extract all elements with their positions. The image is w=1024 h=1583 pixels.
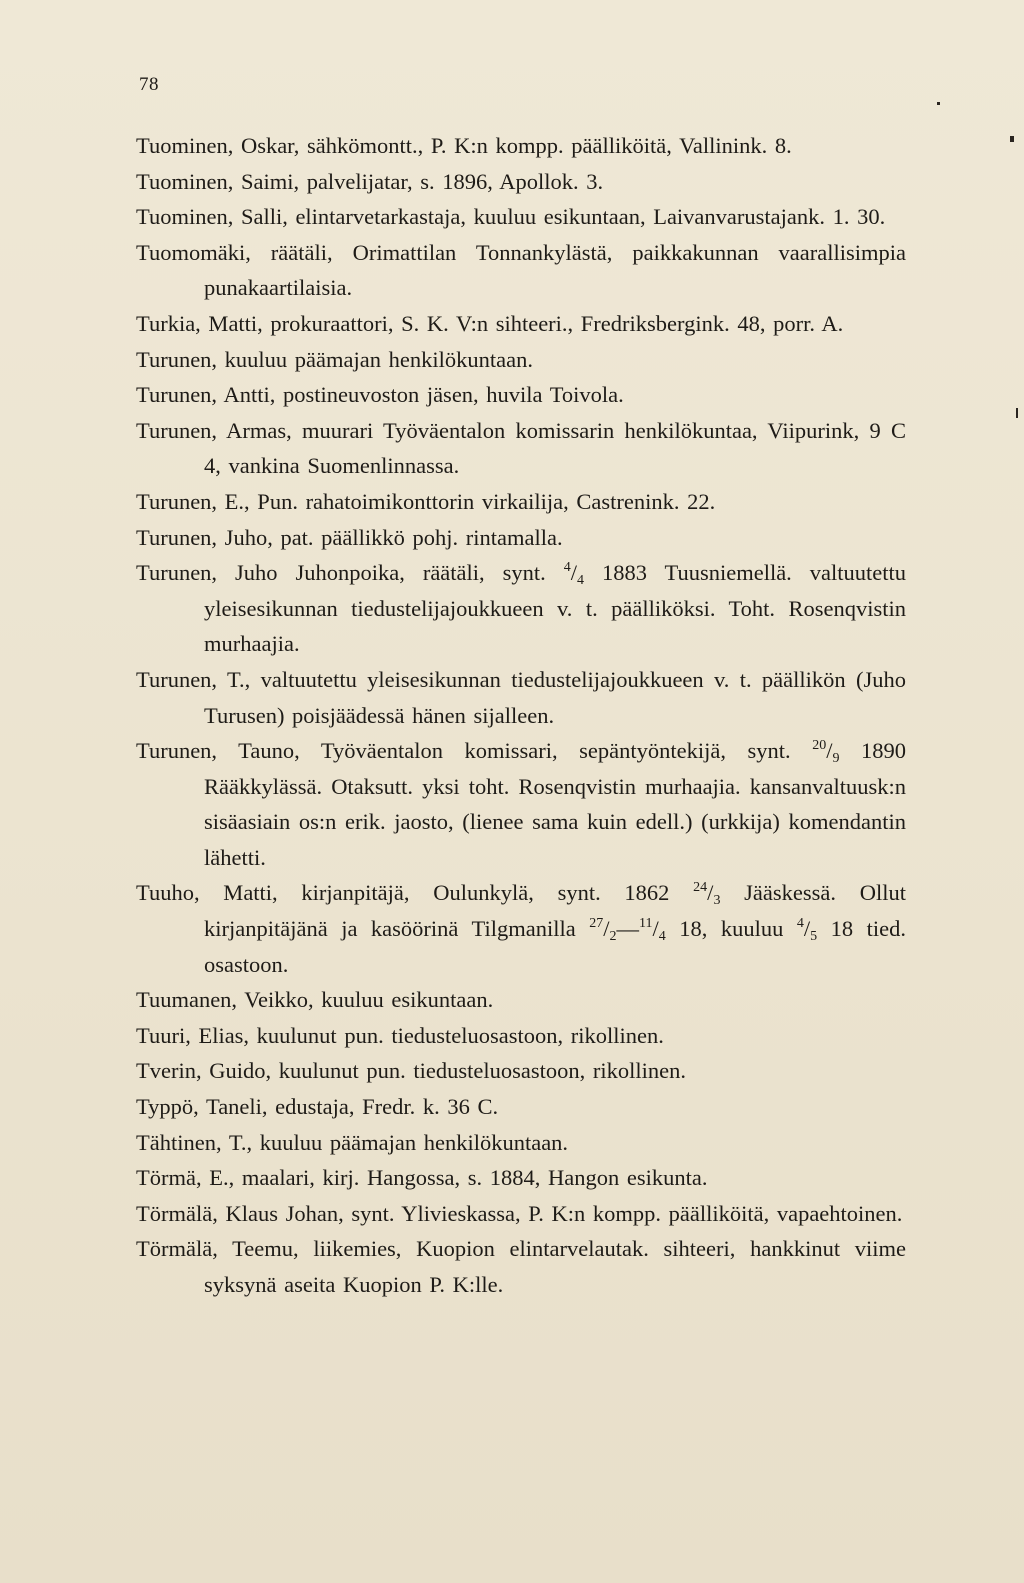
entry <box>136 377 906 413</box>
entry <box>136 235 906 306</box>
entry-text: Tuomomäki, räätäli, Orimattilan Tonnankylästä, paikkakunnan vaarallisimpia punakaartilaisia. <box>136 239 906 301</box>
entry-text: Tuominen, Salli, elintarvetarkastaja, kuuluu esikuntaan, Laivanvarustajank. 1. 30. <box>136 204 886 230</box>
fraction-numerator: 4 <box>796 916 804 932</box>
entry <box>136 1125 906 1161</box>
entry-text: Jääskessä. Ollut kirjanpitäjänä ja kasöörinä Tilgmanilla <box>204 880 906 942</box>
entry-list <box>136 128 906 1303</box>
fraction-numerator: 24 <box>693 880 708 896</box>
entry <box>136 520 906 556</box>
entry <box>136 128 906 164</box>
fraction-denominator: 9 <box>832 751 840 767</box>
fraction-denominator: 2 <box>609 929 617 945</box>
entry <box>136 1160 906 1196</box>
entry-text: — <box>616 916 639 942</box>
entry-text: Törmä, E., maalari, kirj. Hangossa, s. 1884, Hangon esikunta. <box>136 1165 708 1191</box>
entry-text: 1883 Tuusniemellä. valtuutettu yleisesikunnan tiedustelijajoukkueen v. t. päälliköksi. Toht. Rosenqvistin murhaajia. <box>204 560 906 657</box>
scan-speck <box>1010 136 1014 142</box>
fraction-numerator: 27 <box>589 916 604 932</box>
entry <box>136 484 906 520</box>
entry-text: Turunen, Antti, postineuvoston jäsen, huvila Toivola. <box>136 382 624 408</box>
entry <box>136 199 906 235</box>
entry <box>136 413 906 484</box>
fraction-denominator: 3 <box>713 893 721 909</box>
entry <box>136 1018 906 1054</box>
entry <box>136 1231 906 1302</box>
entry-text: Turunen, Armas, muurari Työväentalon komissarin henkilökuntaa, Viipurink, 9 C 4, vankina Suomenlinnassa. <box>136 417 906 479</box>
fraction-numerator: 4 <box>563 560 571 576</box>
entry <box>136 1053 906 1089</box>
entry-text: Tuumanen, Veikko, kuuluu esikuntaan. <box>136 987 494 1013</box>
entry <box>136 1196 906 1232</box>
entry-text: Tuominen, Saimi, palvelijatar, s. 1896, Apollok. 3. <box>136 168 604 194</box>
entry-text: Turkia, Matti, prokuraattori, S. K. V:n sihteeri., Fredriksbergink. 48, porr. A. <box>136 310 844 336</box>
entry <box>136 306 906 342</box>
entry <box>136 982 906 1018</box>
entry: Tuuho, Matti, kirjanpitäjä, Oulunkylä, synt. 1862 $^{24}/_3$ Jääskessä. Ollut kirjanpitäjänä ja kasöörinä Tilgmanilla $^{27}/_2—^{11}/_4$ 18, kuuluu $^4/_5$ 18 tied. osastoon. <box>136 880 906 977</box>
fraction-numerator: 11 <box>638 916 653 932</box>
fraction-denominator: 4 <box>658 929 666 945</box>
entry-text: Törmälä, Klaus Johan, synt. Ylivieskassa, P. K:n kompp. päälliköitä, vapaehtoinen. <box>136 1200 903 1226</box>
entry-text: Tuominen, Oskar, sähkömontt., P. K:n kompp. päälliköitä, Vallinink. 8. <box>136 133 792 158</box>
entry <box>136 1089 906 1125</box>
entry-text: Turunen, T., valtuutettu yleisesikunnan tiedustelijajoukkueen v. t. päällikön (Juho Turusen) poisjäädessä hänen sijalleen. <box>136 666 906 728</box>
entry-text: Tverin, Guido, kuulunut pun. tiedusteluosastoon, rikollinen. <box>136 1058 686 1084</box>
entry-text: Törmälä, Teemu, liikemies, Kuopion elintarvelautak. sihteeri, hankkinut viime syksynä aseita Kuopion P. K:lle. <box>136 1236 906 1297</box>
entry-text: Turunen, Juho Juhonpoika, räätäli, synt. <box>136 560 564 586</box>
entry-text: Turunen, Tauno, Työväentalon komissari, sepäntyöntekijä, synt. <box>136 738 813 764</box>
scan-speck <box>937 102 940 105</box>
entry <box>136 342 906 378</box>
fraction-denominator: 4 <box>576 573 584 589</box>
entry-text: Tuuho, Matti, kirjanpitäjä, Oulunkylä, synt. 1862 <box>136 880 694 906</box>
entry-text: Turunen, E., Pun. rahatoimikonttorin virkailija, Castrenink. 22. <box>136 488 716 514</box>
scan-speck <box>1016 408 1018 418</box>
entry-text: Typpö, Taneli, edustaja, Fredr. k. 36 C. <box>136 1094 499 1120</box>
entry-text: Turunen, Juho, pat. päällikkö pohj. rintamalla. <box>136 524 563 550</box>
entry-text: Turunen, kuuluu päämajan henkilökuntaan. <box>136 346 533 372</box>
entry: Turunen, Tauno, Työväentalon komissari, sepäntyöntekijä, synt. $^{20}/_9$ 1890 Rääkkylässä. Otaksutt. yksi toht. Rosenqvistin murhaajia. kansanvaltuusk:n sisäasiain os:n erik. jaosto, (lienee sama kuin edell.) (urkkija) komendantin lähetti. <box>136 738 907 870</box>
entry-text: 1890 Rääkkylässä. Otaksutt. yksi toht. Rosenqvistin murhaajia. kansanvaltuusk:n sisäasiain os:n erik. jaosto, (lienee sama kuin edell.) (urkkija) komendantin lähetti. <box>204 738 907 870</box>
entry-text: 18 tied. osastoon. <box>204 916 906 977</box>
entry-text: 18, kuuluu <box>665 916 797 942</box>
entry: Turunen, Juho Juhonpoika, räätäli, synt. $^4/_4$ 1883 Tuusniemellä. valtuutettu yleisesikunnan tiedustelijajoukkueen v. t. päälliköksi. Toht. Rosenqvistin murhaajia. <box>136 560 906 657</box>
entry-text: Tuuri, Elias, kuulunut pun. tiedusteluosastoon, rikollinen. <box>136 1022 664 1048</box>
entry-text: Tähtinen, T., kuuluu päämajan henkilökuntaan. <box>136 1129 569 1155</box>
fraction-numerator: 20 <box>812 738 827 754</box>
fraction-denominator: 5 <box>810 929 818 945</box>
entry <box>136 164 906 200</box>
entry <box>136 662 906 733</box>
page-number: 78 <box>139 74 159 95</box>
